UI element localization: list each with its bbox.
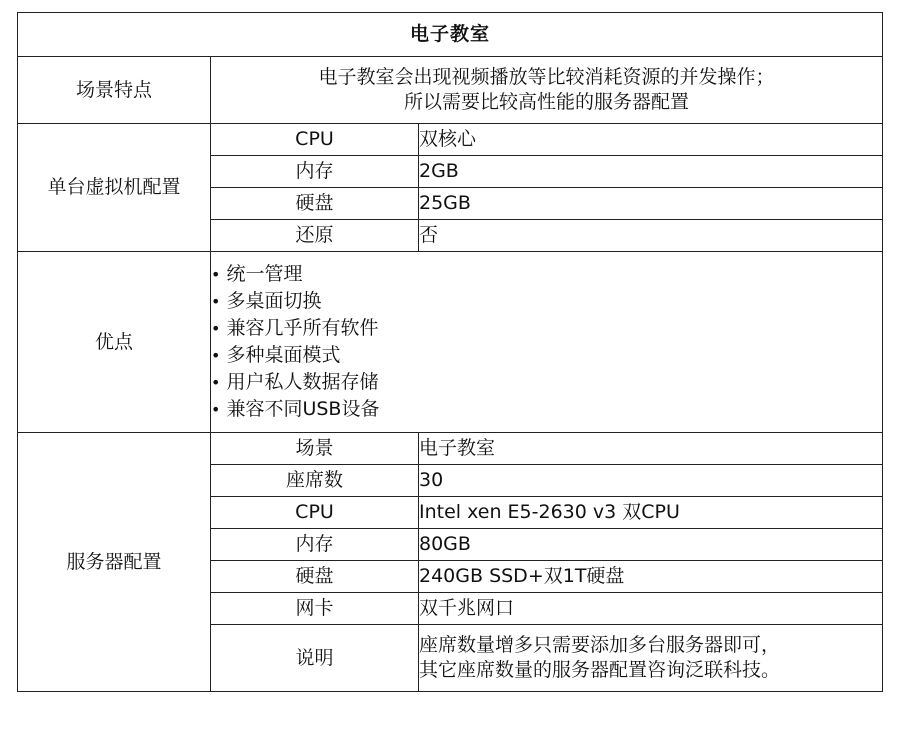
scenario-description — [211, 57, 883, 124]
server-row — [18, 433, 883, 465]
vm-value: 2GB — [419, 156, 883, 188]
vm-value: 25GB — [419, 188, 883, 220]
list-item: • 多桌面切换 — [211, 288, 882, 315]
vm-key: CPU — [211, 124, 419, 156]
list-item: • 兼容不同USB设备 — [211, 396, 882, 423]
scenario-label: 场景特点 — [18, 57, 211, 124]
vm-key: 硬盘 — [211, 188, 419, 220]
server-value: 80GB — [419, 529, 883, 561]
server-value: 240GB SSD+双1T硬盘 — [419, 561, 883, 593]
note-key: 说明 — [211, 625, 419, 692]
server-config-label: 服务器配置 — [18, 433, 211, 692]
server-value: 30 — [419, 465, 883, 497]
server-key: 网卡 — [211, 593, 419, 625]
scenario-line-1: 电子教室会出现视频播放等比较消耗资源的并发操作； — [318, 66, 775, 89]
server-value: 电子教室 — [419, 433, 883, 465]
advantages-row — [18, 252, 883, 433]
note-line-1: 座席数量增多只需要添加多台服务器即可， — [419, 634, 781, 657]
note-value — [419, 625, 883, 692]
list-item: • 多种桌面模式 — [211, 342, 882, 369]
note-line-2: 其它座席数量的服务器配置咨询泛联科技。 — [419, 659, 781, 681]
scenario-line-2: 所以需要比较高性能的服务器配置 — [404, 91, 690, 113]
vm-row — [18, 124, 883, 156]
vm-value: 否 — [419, 220, 883, 252]
scenario-row — [18, 57, 883, 124]
server-key: 硬盘 — [211, 561, 419, 593]
server-key: 场景 — [211, 433, 419, 465]
vm-key: 内存 — [211, 156, 419, 188]
advantages-list — [211, 261, 882, 423]
server-value: 双千兆网口 — [419, 593, 883, 625]
list-item: • 兼容几乎所有软件 — [211, 315, 882, 342]
advantages-label: 优点 — [18, 252, 211, 433]
server-key: CPU — [211, 497, 419, 529]
server-key: 内存 — [211, 529, 419, 561]
server-value: Intel xen E5-2630 v3 双CPU — [419, 497, 883, 529]
list-item: • 统一管理 — [211, 261, 882, 288]
server-key: 座席数 — [211, 465, 419, 497]
vm-key: 还原 — [211, 220, 419, 252]
vm-config-label: 单台虚拟机配置 — [18, 124, 211, 252]
advantages-cell — [211, 252, 883, 433]
table-title: 电子教室 — [18, 13, 883, 57]
vm-value: 双核心 — [419, 124, 883, 156]
spec-table — [17, 12, 883, 692]
list-item: • 用户私人数据存储 — [211, 369, 882, 396]
title-row — [18, 13, 883, 57]
